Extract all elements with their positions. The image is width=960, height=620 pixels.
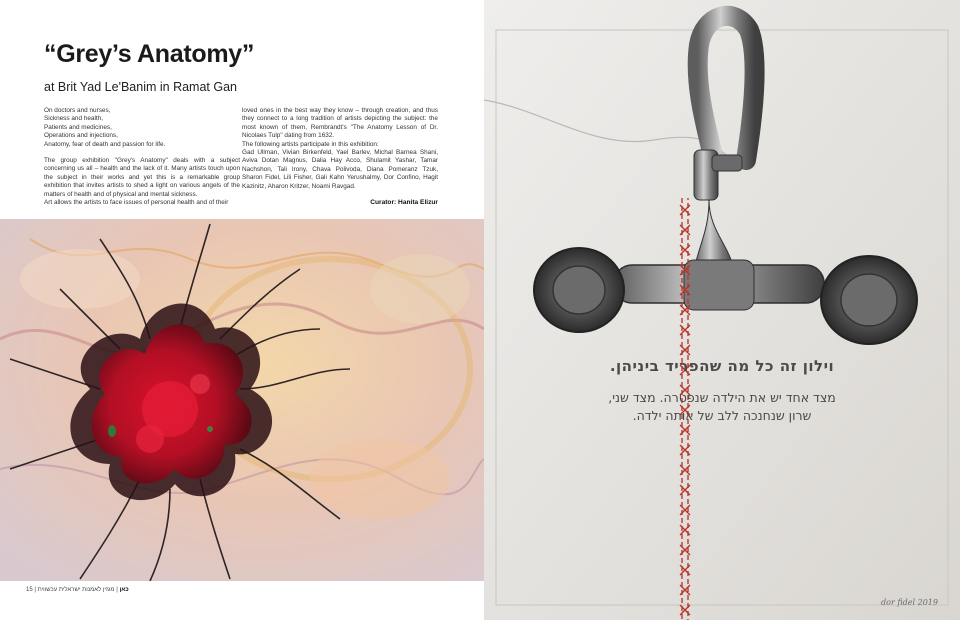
intro-poem <box>44 107 240 149</box>
hebrew-text-line: וילון זה כל מה שהפריד ביניהן. <box>609 357 835 375</box>
text-column-left <box>44 107 240 215</box>
curator-credit: Curator: Hanita Elizur <box>370 199 438 207</box>
hebrew-text-line: מצד אחד יש את הילדה שנפטרה. מצד שני, <box>608 390 836 405</box>
artist-signature: dor fidel 2019 <box>881 598 938 607</box>
body-paragraph: The group exhibition "Grey's Anatomy" deals with a subject concerning us all – health and the lack of it. Many artists touch upon the subject in their works and yet this is a remarkable group exhibition that invites artists to shed a light on various angels of the matters of health and of physical and mental sickness. <box>44 157 240 198</box>
poem-line: Anatomy, fear of death and passion for life. <box>44 140 166 148</box>
right-page <box>484 0 960 620</box>
poem-line: Patients and medicines, <box>44 123 112 131</box>
poem-line: Sickness and health, <box>44 115 103 123</box>
magazine-name: | מגזין לאמנות ישראלית עכשווית <box>37 587 118 593</box>
page-number: 15 | <box>26 587 36 593</box>
hebrew-text-line: שרון שנחנכה ללב של אותה ילדה. <box>632 408 812 423</box>
body-paragraph: loved ones in the best way they know – through creation, and thus they connect to a long tradition of artists depicting the subject: the most known of them, Rembrandt's "The Anatomy Lesson of Dr. Nicolaes Tulp" dating from 1632. <box>242 107 438 140</box>
text-column-right <box>242 107 438 207</box>
magazine-brand: כאן <box>119 587 129 593</box>
artists-list: Gad Ullman, Vivian Birkenfeld, Yael Barlev, Michal Barnea Shani, Aviva Dotan Magnus, Dalia Hay Acco, Shulamit Yashar, Tamar Nachshon, Tali Irony, Chava Polivoda, Diana Pomeranz Tzuk, Sharon Fidel, Lili Fisher, Gali Kahn Yerushalmy, Dor Confino, Hagit Kazinitz, Aharon Kritzer, Noami Ravgad. <box>242 149 438 190</box>
faucet-drawing <box>484 0 960 620</box>
poem-line: On doctors and nurses, <box>44 107 111 114</box>
body-paragraph: Art allows the artists to face issues of personal health and of their <box>44 199 229 207</box>
abstract-painting <box>0 219 484 581</box>
article-title: “Grey’s Anatomy” <box>44 40 255 68</box>
poem-line: Operations and injections, <box>44 132 118 140</box>
page-footer <box>26 587 129 593</box>
article-subtitle: at Brit Yad Le'Banim in Ramat Gan <box>44 80 237 94</box>
artists-intro: The following artists participate in this exhibition: <box>242 140 379 148</box>
